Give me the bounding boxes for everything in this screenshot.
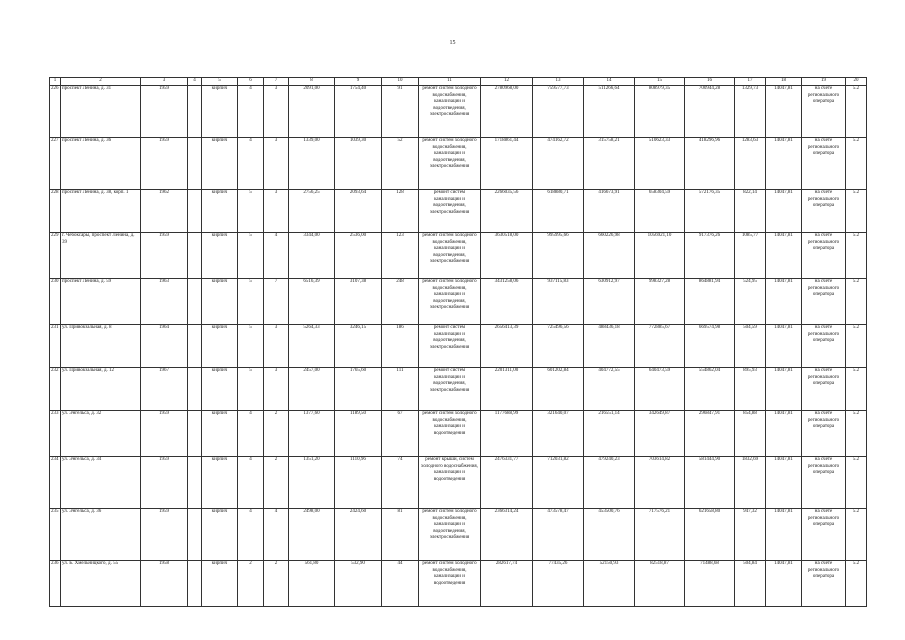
cost-cell: 658304,59 <box>635 190 685 233</box>
deadline-cell: 5.2 <box>846 138 867 190</box>
column-number: 1 <box>50 78 61 86</box>
cost-per-sqm-cell: 504,84 <box>735 561 766 607</box>
works-cell <box>419 411 481 457</box>
cost-cell: 52150,93 <box>584 561 635 607</box>
cost-cell: 474162,72 <box>533 138 584 190</box>
cost-limit-cell: 14047,81 <box>766 86 802 138</box>
empty-cell <box>188 138 202 190</box>
cost-cell: 342649,87 <box>635 411 685 457</box>
floors-cell: 5 <box>238 233 264 279</box>
empty-cell <box>188 325 202 368</box>
works-text: ремонт систем канализации и водоотведения, электроснабжения <box>429 190 470 215</box>
address-cell: ул. Энгельса, д. 32 <box>61 411 141 457</box>
cost-cell: 82518,87 <box>635 561 685 607</box>
total-cost-cell: 2780968,00 <box>481 86 533 138</box>
total-cost-cell: 2366314,24 <box>481 509 533 561</box>
cost-cell: 1056921,10 <box>635 233 685 279</box>
cost-per-sqm-cell: 504,59 <box>735 325 766 368</box>
year-cell: 1959 <box>141 509 188 561</box>
cost-per-sqm-cell: 947,32 <box>735 509 766 561</box>
deadline-cell: 5.2 <box>846 279 867 325</box>
year-cell: 1959 <box>141 86 188 138</box>
wall-material-cell: кирпич <box>202 233 238 279</box>
address-cell: г. Чебоксары, проспект Ленина, д. 39 <box>61 233 141 279</box>
cost-cell: 725496,56 <box>533 325 584 368</box>
cost-cell: 418296,96 <box>685 138 735 190</box>
wall-material-cell: кирпич <box>202 368 238 411</box>
floors-cell: 4 <box>238 138 264 190</box>
wall-material-cell: кирпич <box>202 190 238 233</box>
works-text: ремонт крыши, систем холодного водоснабжения, канализации и водоотведения <box>421 457 478 482</box>
residents-cell: 91 <box>382 86 419 138</box>
row-number-cell: 228 <box>50 190 61 233</box>
row-number-cell: 230 <box>50 279 61 325</box>
deadline-cell: 5.2 <box>846 561 867 607</box>
works-text: ремонт систем холодного водоснабжения, канализации и водоотведения <box>422 561 477 586</box>
entrances-cell: 4 <box>264 509 289 561</box>
total-cost-cell: 1718861,44 <box>481 138 533 190</box>
cost-limit-cell: 14047,81 <box>766 325 802 368</box>
entrances-cell: 2 <box>264 561 289 607</box>
empty-cell <box>188 190 202 233</box>
total-area-cell: 2457,00 <box>289 368 335 411</box>
funding-source-cell: на счете регионального оператора <box>802 561 846 607</box>
works-text: ремонт систем холодного водоснабжения, канализации и водоотведения, электроснабжения <box>422 279 477 311</box>
cost-per-sqm-cell: 1329,73 <box>735 86 766 138</box>
empty-cell <box>188 509 202 561</box>
column-number: 17 <box>735 78 766 86</box>
cost-cell: 808979,35 <box>635 86 685 138</box>
cost-limit-cell: 14047,81 <box>766 411 802 457</box>
total-cost-cell: 2476331,77 <box>481 457 533 509</box>
wall-material-cell: кирпич <box>202 509 238 561</box>
entrances-cell: 3 <box>264 190 289 233</box>
deadline-cell: 5.2 <box>846 86 867 138</box>
column-number: 19 <box>802 78 846 86</box>
residents-cell: 74 <box>382 457 419 509</box>
total-cost-cell: 2201311,00 <box>481 368 533 411</box>
funding-source-cell: на счете регионального оператора <box>802 190 846 233</box>
wall-material-cell: кирпич <box>202 279 238 325</box>
page-number: 15 <box>449 40 456 46</box>
wall-material-cell: кирпич <box>202 457 238 509</box>
floors-cell: 4 <box>238 86 264 138</box>
total-area-cell: 1377,60 <box>289 411 335 457</box>
living-area-cell: 2536,00 <box>335 233 382 279</box>
row-number-cell: 236 <box>50 561 61 607</box>
works-cell <box>419 138 481 190</box>
entrances-cell: 3 <box>264 138 289 190</box>
residents-cell: 111 <box>382 368 419 411</box>
cost-limit-cell: 14047,81 <box>766 368 802 411</box>
table-row <box>50 190 867 233</box>
works-cell <box>419 509 481 561</box>
wall-material-cell: кирпич <box>202 86 238 138</box>
deadline-cell: 5.2 <box>846 509 867 561</box>
residents-cell: 186 <box>382 325 419 368</box>
address-cell: проспект Ленина, д. 31 <box>61 86 141 138</box>
column-number: 8 <box>289 78 335 86</box>
cost-cell: 321640,07 <box>533 411 584 457</box>
cost-cell: 660226,98 <box>584 233 635 279</box>
year-cell: 1962 <box>141 190 188 233</box>
living-area-cell: 1765,60 <box>335 368 382 411</box>
address-cell: проспект Ленина, д. 38, корп. 1 <box>61 190 141 233</box>
cost-cell: 669574,98 <box>685 325 735 368</box>
total-area-cell: 6516,39 <box>289 279 335 325</box>
works-cell <box>419 561 481 607</box>
deadline-cell: 5.2 <box>846 368 867 411</box>
living-area-cell: 532,90 <box>335 561 382 607</box>
year-cell: 1963 <box>141 279 188 325</box>
cost-limit-cell: 14047,81 <box>766 457 802 509</box>
cost-per-sqm-cell: 854,88 <box>735 411 766 457</box>
column-number: 11 <box>419 78 481 86</box>
cost-cell: 864881,94 <box>685 279 735 325</box>
address-cell: проспект Ленина, д. 36 <box>61 138 141 190</box>
funding-source-cell: на счете регионального оператора <box>802 233 846 279</box>
year-cell: 1967 <box>141 368 188 411</box>
cost-cell: 712031,82 <box>533 457 584 509</box>
total-area-cell: 2756,25 <box>289 190 335 233</box>
cost-cell: 618880,71 <box>533 190 584 233</box>
total-area-cell: 1351,20 <box>289 457 335 509</box>
table-body <box>50 86 867 607</box>
cost-limit-cell: 14047,81 <box>766 138 802 190</box>
cost-cell: 404772,55 <box>584 368 635 411</box>
floors-cell: 5 <box>238 325 264 368</box>
table-row <box>50 368 867 411</box>
cost-cell: 473578,47 <box>533 509 584 561</box>
year-cell: 1964 <box>141 325 188 368</box>
funding-source-cell: на счете регионального оператора <box>802 457 846 509</box>
row-number-cell: 229 <box>50 233 61 279</box>
column-number: 2 <box>61 78 141 86</box>
cost-cell: 998327,28 <box>635 279 685 325</box>
living-area-cell: 1110,96 <box>335 457 382 509</box>
column-number: 20 <box>846 78 867 86</box>
total-area-cell: 1339,00 <box>289 138 335 190</box>
floors-cell: 5 <box>238 368 264 411</box>
table-row <box>50 411 867 457</box>
address-cell: ул. Привокзальная, д. 8 <box>61 325 141 368</box>
cost-limit-cell: 14047,81 <box>766 561 802 607</box>
cost-limit-cell: 14047,81 <box>766 509 802 561</box>
cost-per-sqm-cell: 1283,63 <box>735 138 766 190</box>
floors-cell: 2 <box>238 561 264 607</box>
cost-cell: 511266,64 <box>584 86 635 138</box>
deadline-cell: 5.2 <box>846 457 867 509</box>
row-number-cell: 233 <box>50 411 61 457</box>
funding-source-cell: на счете регионального оператора <box>802 368 846 411</box>
deadline-cell: 5.2 <box>846 233 867 279</box>
cost-cell: 479240,23 <box>584 457 635 509</box>
cost-cell: 640473,59 <box>635 368 685 411</box>
address-cell: ул. Энгельса, д. 36 <box>61 509 141 561</box>
column-number-row <box>50 78 867 86</box>
cost-cell: 572176,35 <box>685 190 735 233</box>
column-number: 12 <box>481 78 533 86</box>
table-row <box>50 138 867 190</box>
empty-cell <box>188 368 202 411</box>
table-row <box>50 233 867 279</box>
column-number: 6 <box>238 78 264 86</box>
total-area-cell: 2498,00 <box>289 509 335 561</box>
floors-cell: 4 <box>238 457 264 509</box>
total-area-cell: 5264,33 <box>289 325 335 368</box>
empty-cell <box>188 457 202 509</box>
entrances-cell: 3 <box>264 325 289 368</box>
cost-cell: 453500,76 <box>584 509 635 561</box>
works-text: ремонт систем канализации и водоотведения, электроснабжения <box>429 368 470 393</box>
living-area-cell: 3107,38 <box>335 279 382 325</box>
works-cell <box>419 457 481 509</box>
column-number: 13 <box>533 78 584 86</box>
works-cell <box>419 190 481 233</box>
year-cell: 1959 <box>141 138 188 190</box>
cost-cell: 601202,84 <box>533 368 584 411</box>
empty-cell <box>188 561 202 607</box>
column-number: 14 <box>584 78 635 86</box>
cost-cell: 510623,33 <box>635 138 685 190</box>
floors-cell: 4 <box>238 411 264 457</box>
wall-material-cell: кирпич <box>202 411 238 457</box>
row-number-cell: 235 <box>50 509 61 561</box>
works-cell <box>419 368 481 411</box>
funding-source-cell: на счете регионального оператора <box>802 279 846 325</box>
works-cell <box>419 325 481 368</box>
living-area-cell: 2424,60 <box>335 509 382 561</box>
funding-source-cell: на счете регионального оператора <box>802 138 846 190</box>
row-number-cell: 231 <box>50 325 61 368</box>
empty-cell <box>188 86 202 138</box>
works-cell <box>419 86 481 138</box>
total-cost-cell: 2656413,39 <box>481 325 533 368</box>
table-row <box>50 325 867 368</box>
table-wrapper <box>49 77 867 607</box>
cost-cell: 621658,80 <box>685 509 735 561</box>
address-cell: ул. Привокзальная, д. 12 <box>61 368 141 411</box>
total-cost-cell: 2266035,56 <box>481 190 533 233</box>
column-number: 4 <box>188 78 202 86</box>
wall-material-cell: кирпич <box>202 561 238 607</box>
cost-cell: 581444,90 <box>685 457 735 509</box>
cost-cell: 759577,73 <box>533 86 584 138</box>
funding-source-cell: на счете регионального оператора <box>802 325 846 368</box>
cost-per-sqm-cell: 822,14 <box>735 190 766 233</box>
residents-cell: 44 <box>382 561 419 607</box>
cost-cell: 717576,21 <box>635 509 685 561</box>
table-row <box>50 86 867 138</box>
cost-per-sqm-cell: 1085,77 <box>735 233 766 279</box>
works-text: ремонт систем канализации и водоотведения, электроснабжения <box>429 325 470 350</box>
row-number-cell: 232 <box>50 368 61 411</box>
funding-source-cell: на счете регионального оператора <box>802 509 846 561</box>
residents-cell: 81 <box>382 509 419 561</box>
living-area-cell: 1039,30 <box>335 138 382 190</box>
works-text: ремонт систем холодного водоснабжения, канализации и водоотведения, электроснабжения <box>422 86 477 118</box>
cost-cell: 216551,14 <box>584 411 635 457</box>
cost-cell: 700944,28 <box>685 86 735 138</box>
deadline-cell: 5.2 <box>846 325 867 368</box>
cost-cell: 488436,18 <box>584 325 635 368</box>
column-number: 16 <box>685 78 735 86</box>
cost-per-sqm-cell: 524,95 <box>735 279 766 325</box>
works-text: ремонт систем холодного водоснабжения, канализации и водоотведения, электроснабжения <box>422 509 477 541</box>
works-text: ремонт систем холодного водоснабжения, канализации и водоотведения <box>422 411 477 436</box>
cost-per-sqm-cell: 1832,69 <box>735 457 766 509</box>
total-area-cell: 3344,00 <box>289 233 335 279</box>
floors-cell: 4 <box>238 509 264 561</box>
year-cell: 1959 <box>141 233 188 279</box>
entrances-cell: 3 <box>264 368 289 411</box>
funding-source-cell: на счете регионального оператора <box>802 411 846 457</box>
year-cell: 1958 <box>141 561 188 607</box>
cost-cell: 554862,04 <box>685 368 735 411</box>
row-number-cell: 227 <box>50 138 61 190</box>
table-row <box>50 279 867 325</box>
cost-cell: 71488,68 <box>685 561 735 607</box>
residents-cell: 128 <box>382 190 419 233</box>
entrances-cell: 3 <box>264 86 289 138</box>
table-row <box>50 561 867 607</box>
works-cell <box>419 279 481 325</box>
cost-cell: 703614,82 <box>635 457 685 509</box>
living-area-cell: 2093,64 <box>335 190 382 233</box>
cost-cell: 77435,26 <box>533 561 584 607</box>
cost-cell: 296847,91 <box>685 411 735 457</box>
column-number: 5 <box>202 78 238 86</box>
total-cost-cell: 3630518,00 <box>481 233 533 279</box>
column-number: 9 <box>335 78 382 86</box>
repair-program-table <box>49 77 867 607</box>
deadline-cell: 5.2 <box>846 411 867 457</box>
empty-cell <box>188 279 202 325</box>
column-number: 18 <box>766 78 802 86</box>
column-number: 10 <box>382 78 419 86</box>
total-cost-cell: 1177688,99 <box>481 411 533 457</box>
cost-cell: 917376,26 <box>685 233 735 279</box>
empty-cell <box>188 411 202 457</box>
residents-cell: 52 <box>382 138 419 190</box>
address-cell: проспект Ленина, д. 59 <box>61 279 141 325</box>
living-area-cell: 1189,50 <box>335 411 382 457</box>
year-cell: 1959 <box>141 411 188 457</box>
cost-limit-cell: 14047,81 <box>766 233 802 279</box>
floors-cell: 5 <box>238 279 264 325</box>
table-row <box>50 509 867 561</box>
residents-cell: 67 <box>382 411 419 457</box>
cost-limit-cell: 14047,81 <box>766 279 802 325</box>
works-text: ремонт систем холодного водоснабжения, канализации и водоотведения, электроснабжения <box>422 138 477 170</box>
living-area-cell: 1754,40 <box>335 86 382 138</box>
year-cell: 1959 <box>141 457 188 509</box>
address-cell: ул. Б. Хмельницкого, д. 55 <box>61 561 141 607</box>
floors-cell: 5 <box>238 190 264 233</box>
works-text: ремонт систем холодного водоснабжения, канализации и водоотведения, электроснабжения <box>422 233 477 265</box>
cost-limit-cell: 14047,81 <box>766 190 802 233</box>
column-number: 3 <box>141 78 188 86</box>
row-number-cell: 226 <box>50 86 61 138</box>
cost-cell: 315758,21 <box>584 138 635 190</box>
wall-material-cell: кирпич <box>202 138 238 190</box>
cost-cell: 937115,83 <box>533 279 584 325</box>
total-cost-cell: 282617,74 <box>481 561 533 607</box>
column-number: 15 <box>635 78 685 86</box>
column-number: 7 <box>264 78 289 86</box>
total-cost-cell: 3431258,06 <box>481 279 533 325</box>
total-area-cell: 561,80 <box>289 561 335 607</box>
entrances-cell: 2 <box>264 457 289 509</box>
works-cell <box>419 233 481 279</box>
funding-source-cell: на счете регионального оператора <box>802 86 846 138</box>
cost-cell: 416673,91 <box>584 190 635 233</box>
residents-cell: 248 <box>382 279 419 325</box>
total-area-cell: 2091,00 <box>289 86 335 138</box>
deadline-cell: 5.2 <box>846 190 867 233</box>
row-number-cell: 234 <box>50 457 61 509</box>
table-row <box>50 457 867 509</box>
cost-cell: 630912,97 <box>584 279 635 325</box>
wall-material-cell: кирпич <box>202 325 238 368</box>
address-cell: ул. Энгельса, д. 34 <box>61 457 141 509</box>
residents-cell: 123 <box>382 233 419 279</box>
entrances-cell: 7 <box>264 279 289 325</box>
entrances-cell: 4 <box>264 233 289 279</box>
cost-cell: 772885,67 <box>635 325 685 368</box>
cost-per-sqm-cell: 895,93 <box>735 368 766 411</box>
living-area-cell: 3246,15 <box>335 325 382 368</box>
empty-cell <box>188 233 202 279</box>
cost-cell: 995995,66 <box>533 233 584 279</box>
entrances-cell: 2 <box>264 411 289 457</box>
column-number-header <box>50 78 867 86</box>
